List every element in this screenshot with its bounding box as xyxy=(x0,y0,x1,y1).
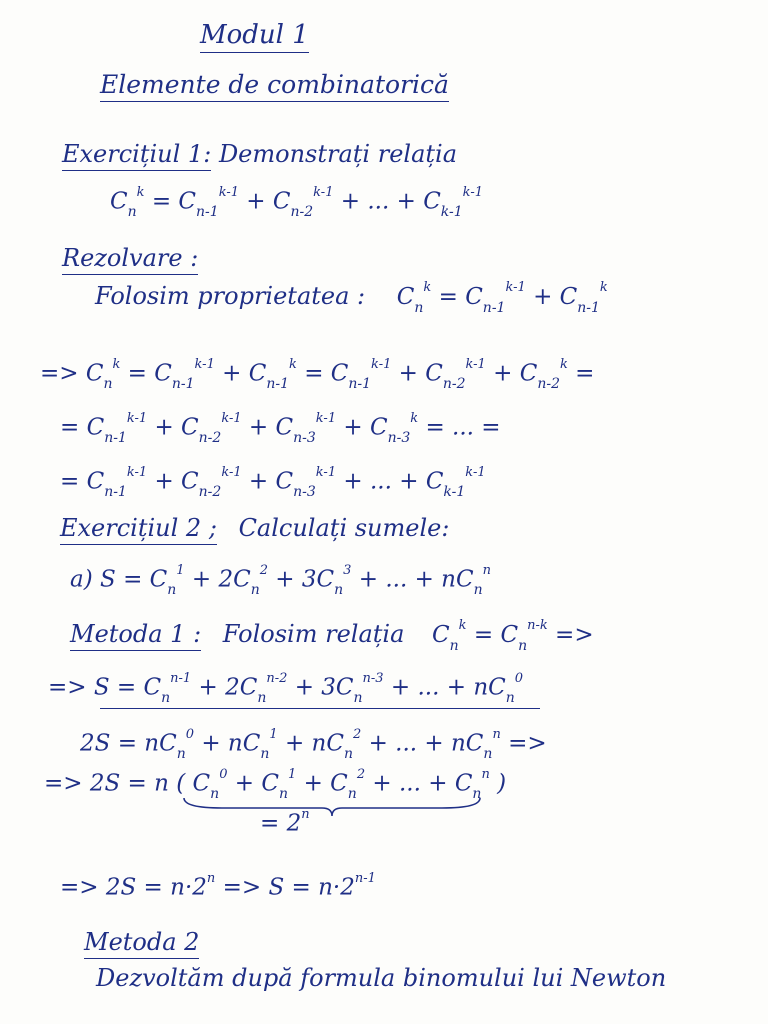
exercise2-task: Calculați sumele: xyxy=(238,514,450,542)
method2-text: Dezvoltăm după formula binomului lui Newton xyxy=(96,964,667,992)
solution-step1: => $C_n^k = C_{n-1}^{k-1} + C_{n-1}^k = C_{n-1}^{k-1} + C_{n-2}^{k-1} + C_{n-2}^k$ = xyxy=(40,357,595,393)
method1-line xyxy=(70,618,594,654)
exercise2-part-a: a) $S = C_n^1 + 2C_n^2 + 3C_n^3$ + ... + $nC_n^n$ xyxy=(70,563,491,599)
method1-relation: $C_n^k = C_n^{n-k}$ => xyxy=(432,618,594,654)
solution-step3: = $C_{n-1}^{k-1} + C_{n-2}^{k-1} + C_{n-3}^{k-1}$ + ... + $C_{k-1}^{k-1}$ xyxy=(60,465,486,501)
method1-step1: => $S = C_n^{n-1} + 2C_n^{n-2} + 3C_n^{n-3}$ + ... + $nC_n^0$ xyxy=(48,671,524,707)
solution-property: $C_n^k = C_{n-1}^{k-1} + C_{n-1}^k$ xyxy=(396,280,608,316)
solution-heading: Rezolvare : xyxy=(62,246,198,270)
brace-value: = $2^n$ xyxy=(260,807,310,837)
chapter-title: Elemente de combinatorică xyxy=(100,72,449,97)
method1-intro: Folosim relația xyxy=(222,620,405,648)
exercise2-heading-line xyxy=(60,516,449,540)
exercise2-heading: Exercițiul 2 ; xyxy=(60,514,217,545)
method1-sum-rule xyxy=(100,708,540,709)
underbrace xyxy=(182,796,482,818)
method2-heading: Metoda 2 xyxy=(84,930,199,954)
method1-step4: => $2S = n\cdot 2^n => S = n\cdot 2^{n-1}$ xyxy=(60,871,376,901)
solution-step2: = $C_{n-1}^{k-1} + C_{n-2}^{k-1} + C_{n-3}^{k-1} + C_{n-3}^k$ = ... = xyxy=(60,411,501,447)
exercise1-task: Demonstrați relația xyxy=(218,140,458,168)
solution-intro-line xyxy=(95,280,755,316)
method1-heading: Metoda 1 : xyxy=(70,620,201,651)
solution-intro: Folosim proprietatea : xyxy=(95,282,366,310)
exercise1-formula: $C_n^k = C_{n-1}^{k-1} + C_{n-2}^{k-1}$ + ... + $C_{k-1}^{k-1}$ xyxy=(110,185,483,221)
exercise1-heading-line xyxy=(62,142,457,166)
method1-step3: => 2S = n ( $C_n^0 + C_n^1 + C_n^2$ + ... + $C_n^n$ ) xyxy=(44,767,507,803)
method1-step2: $2S = nC_n^0 + nC_n^1 + nC_n^2$ + ... + $nC_n^n$ => xyxy=(80,727,547,763)
module-title: Modul 1 xyxy=(200,22,309,48)
exercise1-heading: Exercițiul 1: xyxy=(62,140,211,171)
